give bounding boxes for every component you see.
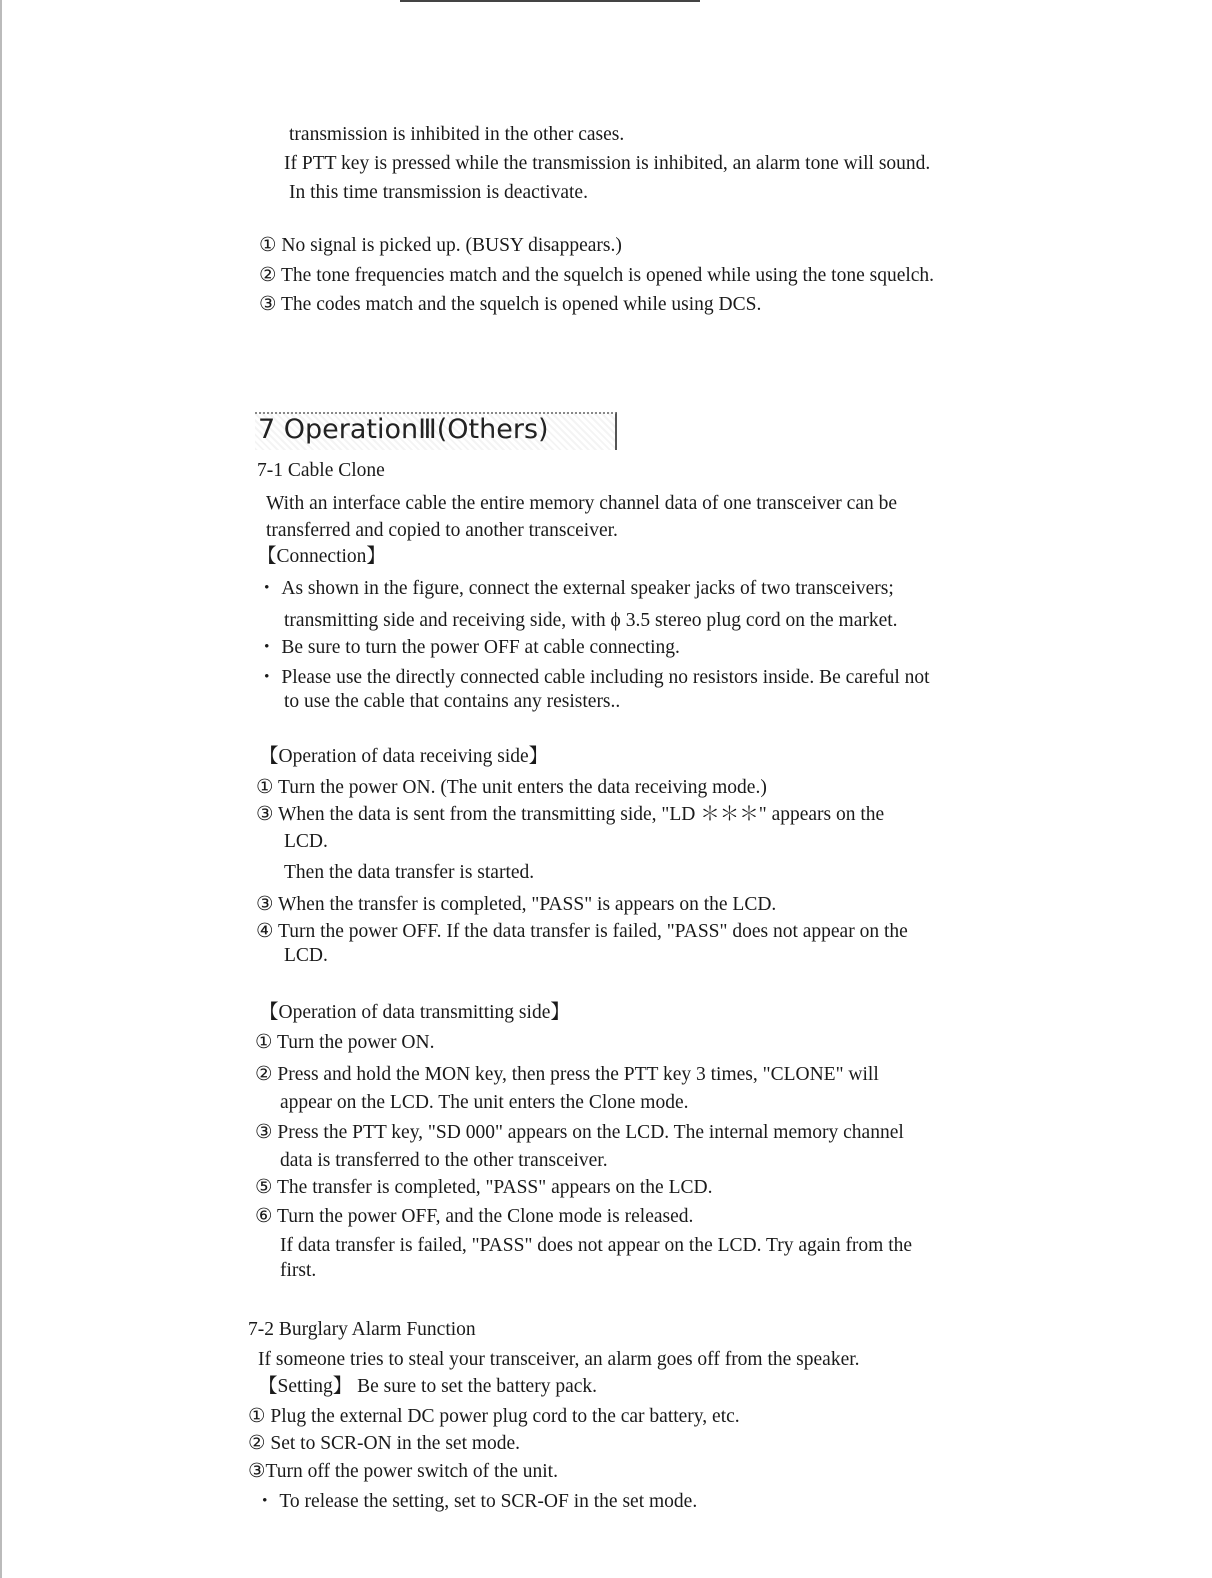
list-item: ⑤ The transfer is completed, "PASS" appears on the LCD.	[255, 1177, 713, 1198]
text-line: If someone tries to steal your transceiver, an alarm goes off from the speaker.	[258, 1349, 860, 1370]
top-edge-line	[400, 0, 700, 2]
list-item: ⑥ Turn the power OFF, and the Clone mode is released.	[255, 1206, 694, 1227]
text-line: Then the data transfer is started.	[284, 862, 535, 883]
list-item: ③ Press the PTT key, "SD 000" appears on the LCD. The internal memory channel	[255, 1122, 904, 1143]
list-item: ② Set to SCR-ON in the set mode.	[248, 1433, 521, 1454]
text-line: LCD.	[284, 831, 328, 852]
text-line: transmitting side and receiving side, with ϕ 3.5 stereo plug cord on the market.	[284, 610, 898, 631]
text-line: If data transfer is failed, "PASS" does not appear on the LCD. Try again from the	[280, 1235, 913, 1256]
section-heading: 7 OperationⅢ(Others)	[258, 414, 549, 445]
text-line: data is transferred to the other transceiver.	[280, 1150, 608, 1171]
list-item: ③Turn off the power switch of the unit.	[248, 1461, 558, 1482]
list-item: ④ Turn the power OFF. If the data transfer is failed, "PASS" does not appear on the	[256, 921, 908, 942]
list-item: ① No signal is picked up. (BUSY disappears.)	[259, 235, 622, 256]
bracket-heading: 【Setting】 Be sure to set the battery pack.	[258, 1376, 598, 1397]
bracket-heading: 【Connection】	[257, 546, 386, 567]
list-item: ③ When the transfer is completed, "PASS" is appears on the LCD.	[256, 894, 777, 915]
bullet-item: ・ To release the setting, set to SCR-OF in the set mode.	[255, 1491, 698, 1512]
subsection-title: 7-2 Burglary Alarm Function	[248, 1319, 476, 1340]
text-line: If PTT key is pressed while the transmission is inhibited, an alarm tone will sound.	[284, 153, 931, 174]
list-item: ③ The codes match and the squelch is opened while using DCS.	[259, 294, 762, 315]
text-line: first.	[280, 1260, 317, 1281]
list-item: ② The tone frequencies match and the squelch is opened while using the tone squelch.	[259, 265, 935, 286]
text-line: appear on the LCD. The unit enters the Clone mode.	[280, 1092, 689, 1113]
bracket-heading: 【Operation of data transmitting side】	[259, 1002, 570, 1023]
left-edge-line	[0, 0, 2, 1578]
list-item: ② Press and hold the MON key, then press the PTT key 3 times, "CLONE" will	[255, 1064, 879, 1085]
list-item: ① Plug the external DC power plug cord to the car battery, etc.	[248, 1406, 740, 1427]
text-line: LCD.	[284, 945, 328, 966]
text-line: to use the cable that contains any resisters..	[284, 691, 621, 712]
list-item: ① Turn the power ON. (The unit enters the data receiving mode.)	[256, 777, 767, 798]
subsection-title: 7-1 Cable Clone	[257, 460, 385, 481]
text-line: transferred and copied to another transceiver.	[266, 520, 618, 541]
text-line: With an interface cable the entire memory channel data of one transceiver can be	[266, 493, 898, 514]
bullet-item: ・ Please use the directly connected cable including no resistors inside. Be careful not	[257, 667, 930, 688]
list-item: ③ When the data is sent from the transmitting side, "LD ＊＊＊" appears on the	[256, 804, 885, 825]
text-line: In this time transmission is deactivate.	[289, 182, 588, 203]
list-item: ① Turn the power ON.	[255, 1032, 435, 1053]
text-line: transmission is inhibited in the other cases.	[289, 124, 625, 145]
bullet-item: ・ As shown in the figure, connect the external speaker jacks of two transceivers;	[257, 578, 894, 599]
bracket-heading: 【Operation of data receiving side】	[259, 746, 549, 767]
bullet-item: ・ Be sure to turn the power OFF at cable connecting.	[257, 637, 680, 658]
